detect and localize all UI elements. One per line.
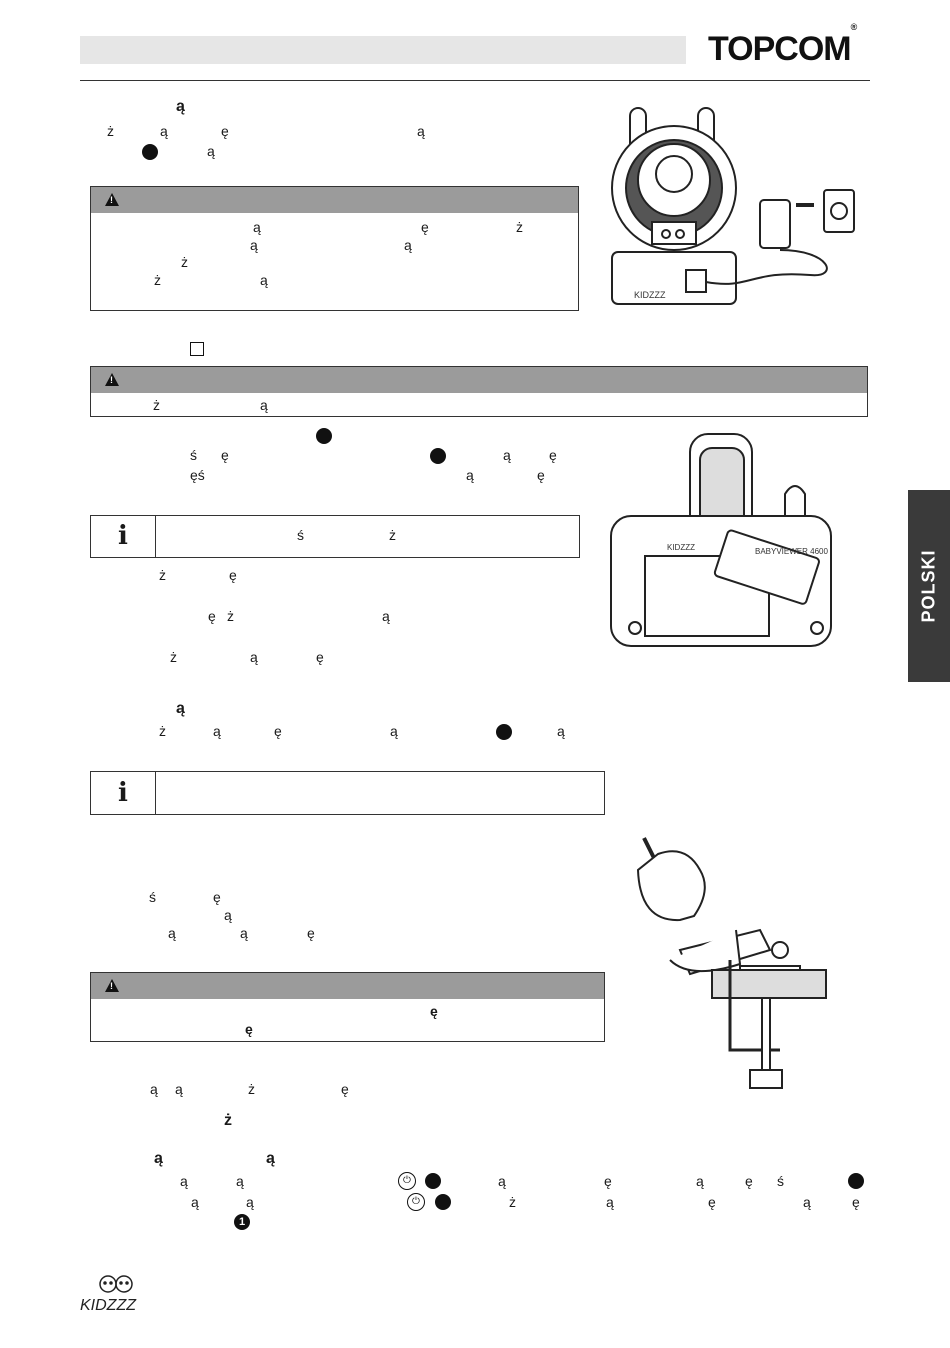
s5-c3: ę [341, 1081, 349, 1097]
info-box-1 [90, 515, 580, 558]
s2b-l3-c2: ę [316, 649, 324, 665]
callout-dot [848, 1173, 864, 1189]
s3-c3: ą [390, 723, 398, 739]
s2-l1-c3: ę [549, 447, 557, 463]
s2b-l1-c1: ę [229, 567, 237, 583]
section3-heading: ą [176, 700, 185, 717]
s3-c4: ą [557, 723, 565, 739]
svg-text:KIDZZZ: KIDZZZ [634, 290, 666, 300]
s7-l2-c1: ą [246, 1194, 254, 1210]
s4-l3-c1: ą [240, 925, 248, 941]
language-tab[interactable]: POLSKI [908, 490, 950, 682]
s7-l1-c5: ę [745, 1173, 753, 1189]
w3-l2-c0: ę [245, 1021, 253, 1037]
s1-l1-c0: ż [107, 123, 114, 139]
w1-l2-c1: ą [404, 237, 412, 253]
warning-icon [105, 979, 119, 992]
info-box-2 [90, 771, 605, 815]
svg-text:KIDZZZ: KIDZZZ [667, 543, 695, 552]
s1-l2-c0: ą [207, 143, 215, 159]
s7-l1-c4: ą [696, 1173, 704, 1189]
s7-l1-c1: ą [236, 1173, 244, 1189]
s4-l3-c2: ę [307, 925, 315, 941]
info1-c1: ż [389, 527, 396, 543]
s4-l3-c0: ą [168, 925, 176, 941]
w1-l1-c2: ż [516, 219, 523, 235]
s7-l2-c3: ą [606, 1194, 614, 1210]
s2-l2-c1: ą [466, 467, 474, 483]
warning-box-2 [90, 366, 868, 417]
s4-l2-c0: ą [224, 907, 232, 923]
svg-text:BABYVIEWER 4600: BABYVIEWER 4600 [755, 547, 828, 556]
s2-l1-c1: ę [221, 447, 229, 463]
s4-l1-c1: ę [213, 889, 221, 905]
header-rule [80, 80, 870, 81]
s4-l1-c0: ś [149, 889, 156, 905]
s2-l2-c2: ę [537, 467, 545, 483]
s5-c1: ą [175, 1081, 183, 1097]
s2b-l2-c0: ę [208, 608, 216, 624]
s7-l1-c0: ą [180, 1173, 188, 1189]
callout-dot [142, 144, 158, 160]
callout-dot [435, 1194, 451, 1210]
s1-l1-c3: ą [417, 123, 425, 139]
battery-illustration [605, 428, 845, 664]
s7-l1-c6: ś [777, 1173, 784, 1189]
brand-logo: TOPCOM® [708, 21, 857, 68]
s2b-l2-c2: ą [382, 608, 390, 624]
s2-l1-c2: ą [503, 447, 511, 463]
power-icon: ⏻ [398, 1172, 416, 1190]
w1-l4-c1: ą [260, 272, 268, 288]
s7-l1-c3: ę [604, 1173, 612, 1189]
s3-c0: ż [159, 723, 166, 739]
s2b-l2-c1: ż [227, 608, 234, 624]
warning-icon [105, 193, 119, 206]
callout-dot-1: 1 [234, 1214, 250, 1230]
callout-dot [430, 448, 446, 464]
info1-c0: ś [297, 527, 304, 543]
s7-h-c0: ą [154, 1150, 163, 1167]
section6-heading: ż [224, 1112, 232, 1129]
s7-h-c1: ą [266, 1150, 275, 1167]
s1-l1-c1: ą [160, 123, 168, 139]
s2b-l3-c1: ą [250, 649, 258, 665]
w1-l2-c0: ą [250, 237, 258, 253]
w1-l3-c0: ż [181, 254, 188, 270]
w1-l4-c0: ż [154, 272, 161, 288]
s2b-l1-c0: ż [159, 567, 166, 583]
callout-dot [425, 1173, 441, 1189]
callout-dot [316, 428, 332, 444]
callout-dot [496, 724, 512, 740]
s2-l1-c0: ś [190, 447, 197, 463]
w2-c0: ż [153, 397, 160, 413]
info-icon: i [91, 516, 156, 557]
s2-l2-c0: ęś [190, 467, 205, 483]
warning-box-3 [90, 972, 605, 1042]
power-icon: ⏻ [407, 1193, 425, 1211]
header-bar [80, 36, 686, 64]
w1-l1-c0: ą [253, 219, 261, 235]
svg-text:KIDZZZ: KIDZZZ [80, 1297, 136, 1314]
camera-illustration [600, 100, 870, 320]
w1-l1-c1: ę [421, 219, 429, 235]
s3-c1: ą [213, 723, 221, 739]
s5-c2: ż [248, 1081, 255, 1097]
s2b-l3-c0: ż [170, 649, 177, 665]
s7-l2-c4: ę [708, 1194, 716, 1210]
s7-l2-c5: ą [803, 1194, 811, 1210]
section1-heading: ą [176, 98, 185, 115]
warning-icon [105, 373, 119, 386]
checkbox-symbol [190, 342, 204, 356]
w3-l1-c0: ę [430, 1003, 438, 1019]
s7-l1-c2: ą [498, 1173, 506, 1189]
warning-box-1 [90, 186, 579, 311]
w2-c1: ą [260, 397, 268, 413]
kidzzz-logo [78, 1272, 154, 1314]
s7-l2-c2: ż [509, 1194, 516, 1210]
s5-c0: ą [150, 1081, 158, 1097]
info-icon: i [91, 772, 156, 814]
s7-l2-c6: ę [852, 1194, 860, 1210]
clamp-illustration [630, 830, 840, 1098]
s7-l2-c0: ą [191, 1194, 199, 1210]
s1-l1-c2: ę [221, 123, 229, 139]
s3-c2: ę [274, 723, 282, 739]
